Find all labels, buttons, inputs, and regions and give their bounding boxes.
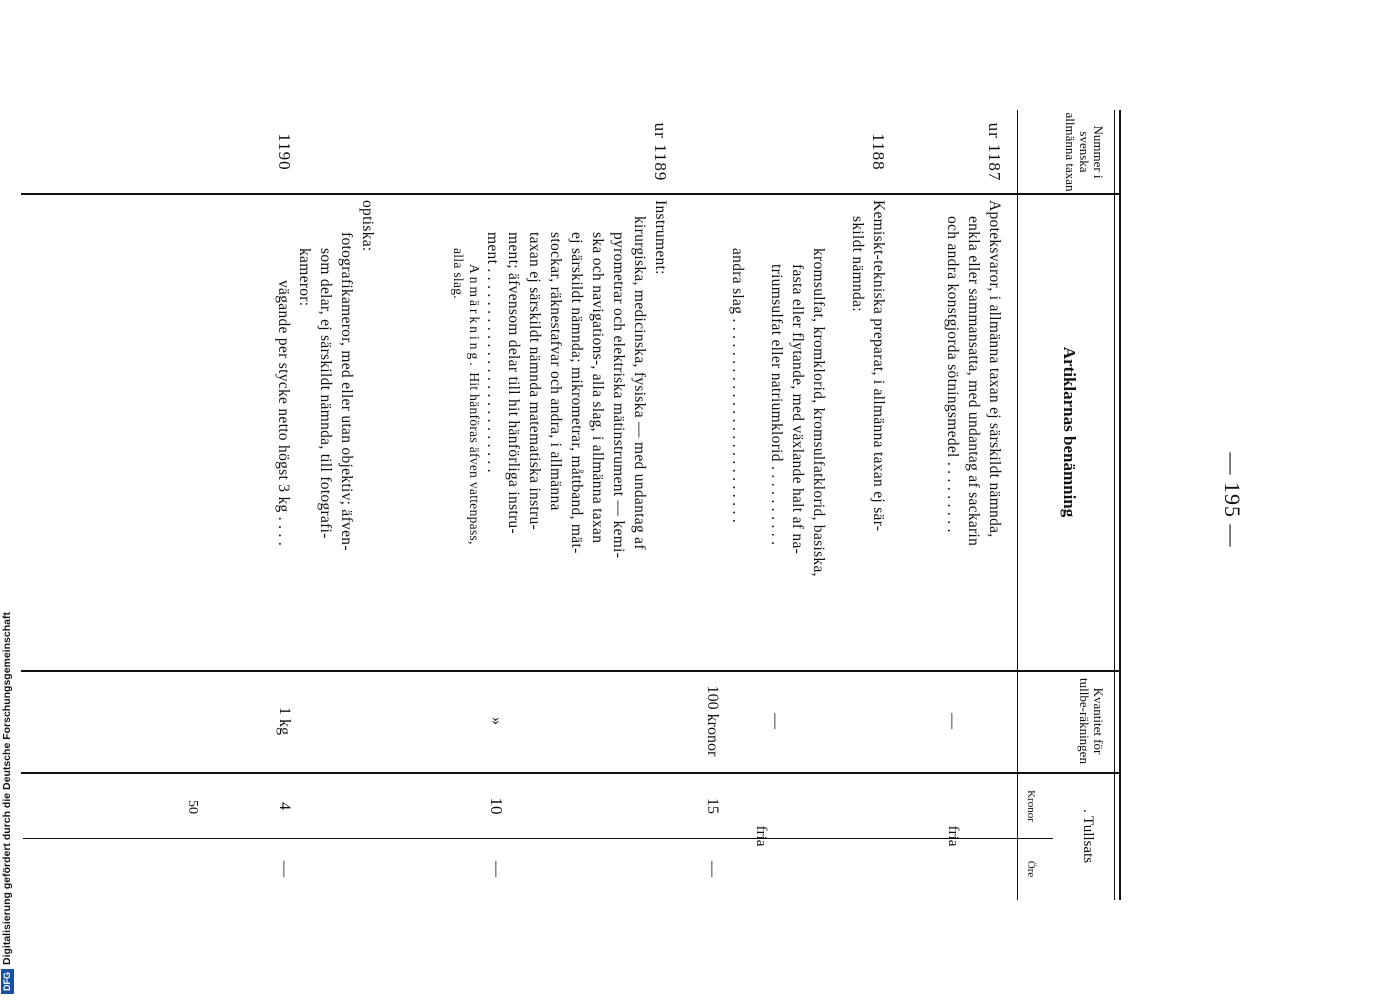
row-1188-sub-1-line-1: kromsulfat, kromklorid, kromsulfatklorid, basiska,	[810, 248, 827, 577]
row-1190-heading: optiska:	[359, 200, 376, 252]
top-rule-thin	[1114, 110, 1115, 900]
row-1189-line-4: ej särskildt nämnda; mikrometrar, måttband, mät-	[568, 232, 585, 554]
header-rule	[1017, 110, 1018, 900]
row-1189-note-text-2: alla slag.	[451, 248, 466, 299]
row-1189-line-2: pyrometrar och elektriska mätinstrument — kemi-	[610, 232, 627, 559]
row-1189-kronor: 10	[487, 797, 506, 815]
row-1189-line-8: ment . . . . . . . . . . . . . . . . . . . . . . . . .	[484, 232, 501, 473]
row-1189-ore: —	[488, 861, 505, 877]
header-description: Artiklarnas benämning	[1060, 346, 1079, 518]
row-1189-description	[450, 200, 671, 665]
row-1190-ore: —	[276, 861, 293, 877]
row-1188-line-2: skildt nämnda:	[849, 216, 866, 312]
row-1189-number: ur 1189	[651, 122, 670, 182]
row-1187-description	[942, 200, 1005, 665]
row-1187-line-3: och andra konstgjorda sötningsmedel . . . . . . . . .	[944, 216, 961, 533]
row-1190-kronor: 4	[276, 802, 293, 810]
row-1188-sub-1-quantity: —	[767, 713, 784, 729]
row-1190-line-2: som delar, ej särskildt nämnda, till fotografi-	[317, 248, 334, 539]
row-1188-sub-1-free: fria	[753, 825, 769, 847]
header-rate: . Tullsats	[1080, 808, 1096, 864]
row-1190-line-1: fotografikameror, med eller utan objektiv; äfven-	[338, 232, 355, 551]
page-signature: 50	[185, 800, 200, 814]
column-divider-number	[21, 193, 1121, 195]
row-1188-sub-2-line-1: andra slag . . . . . . . . . . . . . . . . . . . . . . . . .	[729, 248, 746, 524]
header-number: Nummer i svenska allmänna taxan	[1063, 112, 1106, 192]
funding-note: Digitalisierung gefördert durch die Deutsche Forschungsgemeinschaft	[1, 612, 13, 965]
row-1189-line-5: stockar, räknestafvar och andra, i allmänna	[547, 232, 564, 511]
row-1189-line-1: kirurgiska, medicinska, fysiska — med undantag af	[631, 216, 648, 550]
row-1190-number: 1190	[275, 133, 294, 171]
header-kronor: Kronor	[1025, 790, 1037, 822]
row-1188-sub-2-ore: —	[704, 861, 721, 877]
row-1188-description	[727, 200, 889, 665]
row-1189-quantity: »	[488, 717, 505, 725]
row-1189-note-label: Anmärkning.	[467, 264, 482, 369]
row-1187-quantity: —	[944, 713, 961, 729]
row-1188-sub-2-quantity: 100 kronor	[704, 685, 721, 757]
top-rule	[1119, 110, 1121, 900]
column-divider-ore	[23, 838, 1053, 839]
row-1190-quantity: 1 kg	[276, 707, 293, 735]
row-1188-sub-2-kronor: 15	[704, 798, 721, 814]
row-1189-note-text: Hit hänföras äfven vattenpass,	[467, 372, 482, 545]
page-number: — 195 —	[1220, 452, 1245, 548]
row-1189-heading: Instrument:	[652, 200, 669, 275]
row-1187-number: ur 1187	[985, 122, 1004, 182]
row-1190-sub-line: vägande per stycke netto högst 3 kg . . . .	[275, 280, 292, 547]
dfg-logo: DFG	[1, 969, 14, 994]
row-1189-line-7: ment; äfvensom delar till hit hänförliga instru-	[505, 232, 522, 534]
header-quantity: Kvantitet för tullbe-räkningen	[1077, 678, 1106, 764]
row-1188-number: 1188	[869, 133, 888, 171]
header-ore: Öre	[1025, 860, 1037, 878]
row-1188-sub-1-line-3: triumsulfat eller natriumklorid . . . . . . . . . .	[768, 264, 785, 546]
row-1188-line-1: Kemiskt-tekniska preparat, i allmänna taxan ej sär-	[870, 200, 887, 532]
row-1189-line-3: ska och navigations-, alla slag, i allmänna taxan	[589, 232, 606, 544]
row-1187-line-1: Apoteksvaror, i allmänna taxan ej särskildt nämnda,	[986, 200, 1003, 538]
row-1190-description	[273, 200, 378, 665]
row-1187-free: fria	[945, 825, 961, 847]
row-1190-line-3: kameror:	[296, 248, 313, 307]
row-1187-line-2: enkla eller sammansatta, med undantag af sackarin	[965, 216, 982, 547]
row-1188-sub-1-line-2: fasta eller flytande, med växlande halt af na-	[789, 264, 806, 555]
row-1189-line-6: taxan ej särskildt nämnda matematiska instru-	[526, 232, 543, 531]
